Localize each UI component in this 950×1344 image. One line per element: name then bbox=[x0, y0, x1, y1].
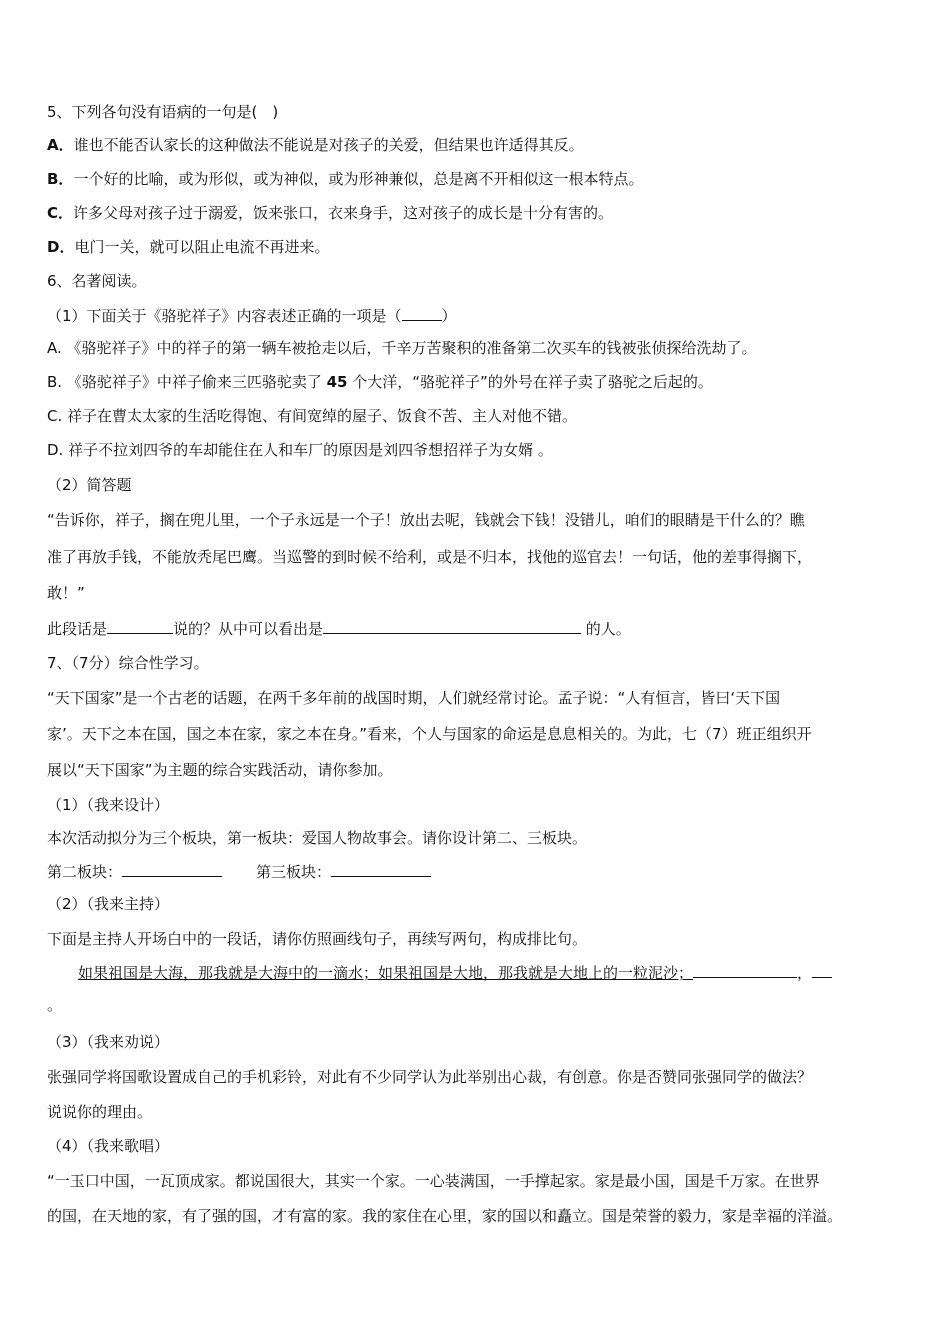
q6-quote-line: “告诉你，祥子，搁在兜儿里，一个子永远是一个子！放出去呢，钱就会下钱！没错儿，咱们的眼睛是干什么的？瞧 bbox=[47, 511, 805, 529]
stem-prefix: （1）下面关于《骆驼祥子》内容表述正确的一项是（ bbox=[47, 307, 402, 325]
speaker-blank[interactable] bbox=[107, 617, 173, 634]
q7-part4-stem: （4）（我来歌唱） bbox=[47, 1137, 170, 1155]
q7-part2-text: 下面是主持人开场白中的一段话，请你仿照画线句子，再续写两句，构成排比句。 bbox=[47, 930, 588, 948]
q6-option-a: A. 《骆驼祥子》中的祥子的第一辆车被抢走以后，千辛万苦聚积的准备第二次买车的钱被张侦探给洗劫了。 bbox=[47, 339, 757, 357]
q7-part3-line: 说说你的理由。 bbox=[47, 1103, 153, 1121]
q7-intro-line: 家’。天下之本在国，国之本在家，家之本在身。”看来，个人与国家的命运是息息相关的。为此，七（7）班正组织开 bbox=[47, 725, 812, 743]
option-number: 45 bbox=[326, 373, 348, 391]
option-letter: C． bbox=[47, 204, 74, 222]
option-text: B. 《骆驼祥子》中祥子偷来三匹骆驼卖了 bbox=[47, 373, 322, 391]
q5-option-b bbox=[47, 168, 643, 190]
q7-intro-line: “天下国家”是一个古老的话题，在两千多年前的战国时期，人们就经常讨论。孟子说：“人有恒言，皆曰‘天下国 bbox=[47, 689, 781, 707]
q6-part1-stem bbox=[47, 304, 457, 327]
q7-intro-line: 展以“天下国家”为主题的综合实践活动，请你参加。 bbox=[47, 761, 393, 779]
q6-quote-line: 准了再放手钱，不能放秃尾巴鹰。当巡警的到时候不给利，或是不归本，找他的巡官去！一句话，他的差事得搁下， bbox=[47, 548, 813, 566]
q7-part1-text: 本次活动拟分为三个板块，第一板块：爱国人物故事会。请你设计第二、三板块。 bbox=[47, 829, 588, 847]
q7-stem: 7、（7分）综合性学习。 bbox=[47, 654, 209, 672]
option-text: 谁也不能否认家长的这种做法不能说是对孩子的关爱，但结果也许适得其反。 bbox=[73, 136, 584, 154]
q6-option-d: D. 祥子不拉刘四爷的车却能住在人和车厂的原因是刘四爷想招祥子为女婿 。 bbox=[47, 441, 553, 459]
option-text: 一个好的比喻，或为形似，或为神似，或为形神兼似，总是离不开相似这一根本特点。 bbox=[73, 170, 644, 188]
continue-blank-1[interactable] bbox=[693, 961, 797, 978]
option-letter: A． bbox=[47, 136, 74, 154]
q7-part3-stem: （3）（我来劝说） bbox=[47, 1033, 170, 1051]
q6-option-b bbox=[47, 371, 713, 393]
q5-option-a bbox=[47, 134, 584, 156]
q7-part1-stem: （1）（我来设计） bbox=[47, 796, 170, 814]
option-text: 个大洋，“骆驼祥子”的外号在祥子卖了骆驼之后起的。 bbox=[352, 373, 713, 391]
character-blank[interactable] bbox=[323, 617, 581, 634]
answer-blank[interactable] bbox=[402, 304, 442, 321]
q5-option-c bbox=[47, 202, 613, 224]
q7-part3-line: 张强同学将国歌设置成自己的手机彩铃，对此有不少同学认为此举别出心裁，有创意。你是否赞同张强同学的做法？ bbox=[47, 1068, 813, 1086]
q7-part1-blanks bbox=[47, 860, 431, 883]
option-text: 许多父母对孩子过于溺爱，饭来张口，衣来身手，这对孩子的成长是十分有害的。 bbox=[73, 204, 614, 222]
q5-stem: 5、下列各句没有语病的一句是( ) bbox=[47, 103, 279, 121]
option-letter: D． bbox=[47, 238, 75, 256]
underlined-sentence: 如果祖国是大海，那我就是大海中的一滴水；如果祖国是大地，那我就是大地上的一粒泥沙； bbox=[78, 964, 694, 982]
answer-suffix: 的人。 bbox=[581, 620, 631, 638]
q7-part4-line: 的国，在天地的家，有了强的国，才有富的家。我的家住在心里，家的国以和矗立。国是荣誉的毅力，家是幸福的洋溢。 bbox=[47, 1207, 843, 1225]
q7-part2-stem: （2）（我来主持） bbox=[47, 895, 170, 913]
option-text: 电门一关，就可以阻止电流不再进来。 bbox=[74, 238, 330, 256]
answer-prefix: 此段话是 bbox=[47, 620, 108, 638]
continue-blank-2[interactable] bbox=[812, 961, 832, 978]
block3-blank[interactable] bbox=[331, 860, 431, 877]
q6-answer-line bbox=[47, 617, 631, 640]
q6-quote-line: 敢！” bbox=[47, 584, 85, 602]
q7-part2-sentence bbox=[78, 961, 832, 984]
q6-stem: 6、名著阅读。 bbox=[47, 272, 147, 290]
q6-part2-stem: （2）简答题 bbox=[47, 476, 132, 494]
q7-part4-line: “一玉口中国，一瓦顶成家。都说国很大，其实一个家。一心装满国，一手撑起家。家是最小国，国是千万家。在世界 bbox=[47, 1172, 820, 1190]
comma: ， bbox=[797, 964, 813, 982]
q5-option-d bbox=[47, 236, 329, 258]
block3-label: 第三板块： bbox=[256, 863, 332, 881]
stem-suffix: ） bbox=[441, 307, 457, 325]
block2-blank[interactable] bbox=[122, 860, 222, 877]
q7-part2-end: 。 bbox=[47, 996, 63, 1014]
answer-middle: 说的？从中可以看出是 bbox=[173, 620, 324, 638]
option-letter: B． bbox=[47, 170, 74, 188]
q6-option-c: C. 祥子在曹太太家的生活吃得饱、有间宽绰的屋子、饭食不苦、主人对他不错。 bbox=[47, 407, 578, 425]
block2-label: 第二板块： bbox=[47, 863, 123, 881]
